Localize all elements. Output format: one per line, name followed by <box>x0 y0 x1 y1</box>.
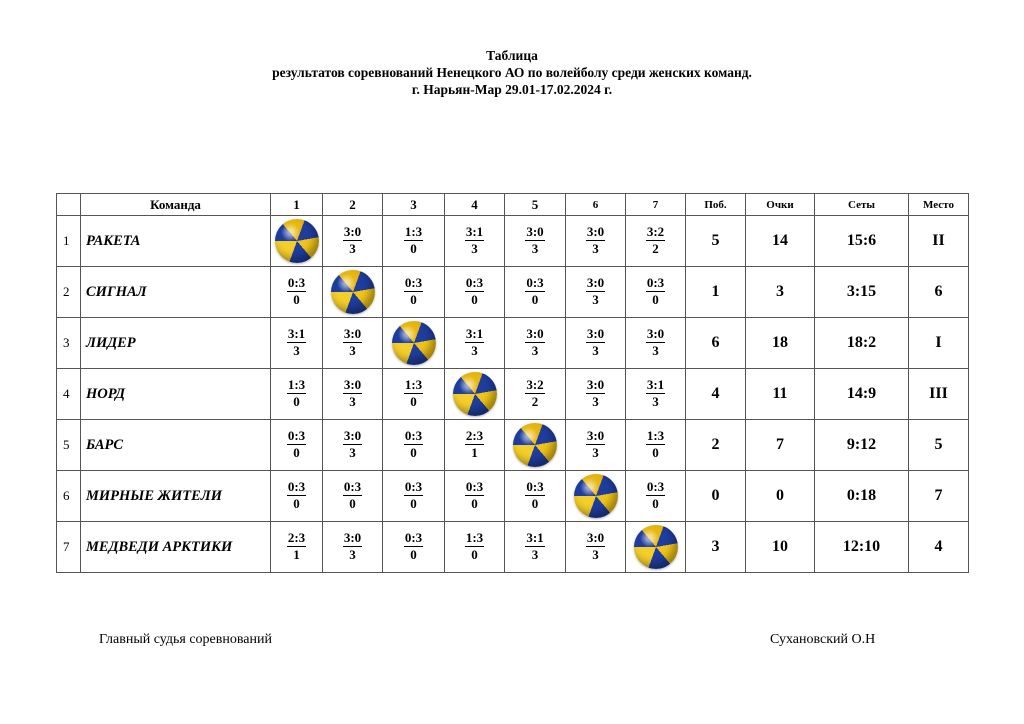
match-score <box>404 224 423 257</box>
match-points: 3 <box>349 394 356 409</box>
match-points: 0 <box>471 292 478 307</box>
match-score-cell <box>445 522 505 573</box>
header-num <box>57 194 81 216</box>
match-points: 1 <box>293 547 300 562</box>
sets-value: 3:15 <box>815 267 909 318</box>
header-col-4: 4 <box>445 194 505 216</box>
match-score <box>586 428 605 461</box>
match-points: 0 <box>410 394 417 409</box>
row-number: 5 <box>57 420 81 471</box>
match-points: 3 <box>349 343 356 358</box>
header-sets: Сеты <box>815 194 909 216</box>
match-score-cell <box>626 216 686 267</box>
match-points: 3 <box>531 547 539 562</box>
match-points: 0 <box>410 547 417 562</box>
set-score: 0:3 <box>287 479 306 494</box>
match-score <box>287 275 306 308</box>
set-score: 1:3 <box>646 428 665 443</box>
match-score-cell <box>383 216 445 267</box>
match-score <box>404 428 423 461</box>
match-score <box>586 326 605 359</box>
set-score: 1:3 <box>287 377 306 392</box>
match-points: 1 <box>471 445 478 460</box>
volleyball-icon <box>453 372 497 416</box>
self-match-cell <box>566 471 626 522</box>
match-score-cell <box>323 522 383 573</box>
match-score <box>465 479 484 512</box>
table-row <box>57 318 969 369</box>
set-score: 0:3 <box>287 428 306 443</box>
match-score-cell <box>383 522 445 573</box>
team-name: МЕДВЕДИ АРКТИКИ <box>81 522 271 573</box>
match-score <box>287 479 306 512</box>
match-score <box>404 479 423 512</box>
set-score: 3:0 <box>343 530 362 545</box>
match-score <box>343 377 362 410</box>
set-score: 0:3 <box>646 275 665 290</box>
set-score: 3:0 <box>343 377 362 392</box>
match-points: 0 <box>652 445 659 460</box>
row-number: 6 <box>57 471 81 522</box>
match-points: 3 <box>471 343 478 358</box>
team-name: РАКЕТА <box>81 216 271 267</box>
match-score <box>465 326 484 359</box>
match-score <box>586 224 605 257</box>
header-col-5: 5 <box>505 194 566 216</box>
match-score <box>287 428 306 461</box>
set-score: 1:3 <box>465 530 484 545</box>
wins-value: 2 <box>686 420 746 471</box>
match-points: 0 <box>410 292 417 307</box>
results-table <box>56 193 969 573</box>
set-score: 3:0 <box>526 224 544 239</box>
match-points: 3 <box>652 394 659 409</box>
match-points: 3 <box>349 547 356 562</box>
match-score-cell <box>271 318 323 369</box>
header-col-7: 7 <box>626 194 686 216</box>
match-points: 3 <box>293 343 300 358</box>
title-line-2: результатов соревнований Ненецкого АО по волейболу среди женских команд. <box>272 65 752 80</box>
set-score: 0:3 <box>465 275 484 290</box>
volleyball-icon <box>513 423 557 467</box>
match-score-cell <box>626 471 686 522</box>
match-score-cell <box>383 267 445 318</box>
place-value: I <box>909 318 969 369</box>
set-score: 3:0 <box>586 377 605 392</box>
match-score-cell <box>445 420 505 471</box>
set-score: 3:1 <box>465 224 484 239</box>
set-score: 0:3 <box>646 479 665 494</box>
sets-value: 14:9 <box>815 369 909 420</box>
match-score <box>343 530 362 563</box>
match-score <box>287 326 306 359</box>
match-points: 3 <box>531 343 539 358</box>
match-points: 0 <box>410 496 417 511</box>
match-score-cell <box>271 471 323 522</box>
points-value: 18 <box>746 318 815 369</box>
match-score <box>525 377 544 410</box>
sets-value: 9:12 <box>815 420 909 471</box>
wins-value: 3 <box>686 522 746 573</box>
match-score-cell <box>626 420 686 471</box>
match-score <box>465 428 484 461</box>
header-col-6: 6 <box>566 194 626 216</box>
self-match-cell <box>383 318 445 369</box>
match-score <box>525 275 544 308</box>
header-col-1: 1 <box>271 194 323 216</box>
match-score-cell <box>505 267 566 318</box>
match-score <box>586 530 605 563</box>
points-value: 0 <box>746 471 815 522</box>
match-score <box>287 530 306 563</box>
set-score: 3:1 <box>287 326 306 341</box>
match-score <box>525 530 544 563</box>
header-wins: Поб. <box>686 194 746 216</box>
table-row <box>57 369 969 420</box>
match-score-cell <box>566 216 626 267</box>
match-score <box>525 224 544 257</box>
match-score <box>465 224 484 257</box>
match-score-cell <box>445 471 505 522</box>
team-name: МИРНЫЕ ЖИТЕЛИ <box>81 471 271 522</box>
points-value: 11 <box>746 369 815 420</box>
points-value: 3 <box>746 267 815 318</box>
match-points: 0 <box>652 496 659 511</box>
match-score <box>646 224 665 257</box>
match-score <box>646 377 665 410</box>
match-score-cell <box>445 267 505 318</box>
set-score: 3:2 <box>646 224 665 239</box>
set-score: 3:0 <box>646 326 665 341</box>
match-score-cell <box>323 216 383 267</box>
header-row <box>57 194 969 216</box>
match-points: 3 <box>592 547 599 562</box>
set-score: 0:3 <box>404 479 423 494</box>
match-score-cell <box>445 216 505 267</box>
self-match-cell <box>271 216 323 267</box>
volleyball-icon <box>634 525 678 569</box>
place-value: 5 <box>909 420 969 471</box>
match-score <box>586 377 605 410</box>
set-score: 0:3 <box>465 479 484 494</box>
match-score-cell <box>566 318 626 369</box>
self-match-cell <box>323 267 383 318</box>
match-points: 2 <box>531 394 539 409</box>
document-title <box>0 47 1024 98</box>
header-place: Место <box>909 194 969 216</box>
match-points: 3 <box>592 343 599 358</box>
self-match-cell <box>505 420 566 471</box>
match-score-cell <box>566 267 626 318</box>
team-name: БАРС <box>81 420 271 471</box>
sets-value: 15:6 <box>815 216 909 267</box>
place-value: 7 <box>909 471 969 522</box>
header-col-3: 3 <box>383 194 445 216</box>
match-score-cell <box>505 522 566 573</box>
match-points: 3 <box>652 343 659 358</box>
points-value: 14 <box>746 216 815 267</box>
match-points: 0 <box>293 496 300 511</box>
place-value: III <box>909 369 969 420</box>
match-score-cell <box>323 369 383 420</box>
match-points: 3 <box>349 445 356 460</box>
wins-value: 6 <box>686 318 746 369</box>
row-number: 2 <box>57 267 81 318</box>
wins-value: 1 <box>686 267 746 318</box>
match-score-cell <box>626 267 686 318</box>
table-row <box>57 216 969 267</box>
set-score: 3:0 <box>586 224 605 239</box>
place-value: 6 <box>909 267 969 318</box>
match-score <box>404 275 423 308</box>
match-points: 0 <box>652 292 659 307</box>
place-value: II <box>909 216 969 267</box>
match-score-cell <box>566 522 626 573</box>
match-points: 0 <box>293 445 300 460</box>
set-score: 0:3 <box>526 275 544 290</box>
set-score: 1:3 <box>404 377 423 392</box>
table-row <box>57 420 969 471</box>
set-score: 2:3 <box>287 530 306 545</box>
match-score <box>465 275 484 308</box>
set-score: 0:3 <box>404 275 423 290</box>
match-score <box>343 428 362 461</box>
match-score-cell <box>271 522 323 573</box>
match-points: 3 <box>592 445 599 460</box>
match-score <box>287 377 306 410</box>
match-points: 3 <box>592 292 599 307</box>
match-points: 0 <box>471 496 478 511</box>
set-score: 3:0 <box>586 275 605 290</box>
volleyball-icon <box>331 270 375 314</box>
set-score: 3:0 <box>586 428 605 443</box>
row-number: 7 <box>57 522 81 573</box>
match-score-cell <box>383 420 445 471</box>
results-body <box>57 216 969 573</box>
match-points: 0 <box>471 547 478 562</box>
match-score-cell <box>626 369 686 420</box>
title-line-1: Таблица <box>486 48 538 63</box>
set-score: 0:3 <box>404 428 423 443</box>
match-score <box>404 377 423 410</box>
match-points: 3 <box>592 394 599 409</box>
match-score-cell <box>323 471 383 522</box>
match-points: 3 <box>349 241 356 256</box>
match-score-cell <box>445 318 505 369</box>
set-score: 3:0 <box>586 530 605 545</box>
set-score: 3:1 <box>646 377 665 392</box>
points-value: 10 <box>746 522 815 573</box>
match-score <box>646 326 665 359</box>
set-score: 3:0 <box>343 428 362 443</box>
match-score-cell <box>271 420 323 471</box>
table-row <box>57 522 969 573</box>
row-number: 4 <box>57 369 81 420</box>
row-number: 3 <box>57 318 81 369</box>
match-score <box>343 326 362 359</box>
place-value: 4 <box>909 522 969 573</box>
sets-value: 18:2 <box>815 318 909 369</box>
team-name: СИГНАЛ <box>81 267 271 318</box>
points-value: 7 <box>746 420 815 471</box>
set-score: 3:0 <box>343 326 362 341</box>
set-score: 3:1 <box>465 326 484 341</box>
match-score-cell <box>566 420 626 471</box>
set-score: 3:1 <box>526 530 544 545</box>
match-score-cell <box>383 471 445 522</box>
set-score: 0:3 <box>404 530 423 545</box>
self-match-cell <box>445 369 505 420</box>
table-row <box>57 471 969 522</box>
row-number: 1 <box>57 216 81 267</box>
sets-value: 12:10 <box>815 522 909 573</box>
set-score: 0:3 <box>526 479 544 494</box>
header-col-2: 2 <box>323 194 383 216</box>
set-score: 3:2 <box>526 377 544 392</box>
match-score <box>646 275 665 308</box>
match-points: 0 <box>293 394 300 409</box>
match-points: 0 <box>293 292 300 307</box>
match-score <box>404 530 423 563</box>
match-points: 0 <box>349 496 356 511</box>
match-score-cell <box>505 471 566 522</box>
volleyball-icon <box>392 321 436 365</box>
match-score <box>343 479 362 512</box>
set-score: 3:0 <box>526 326 544 341</box>
match-score <box>525 326 544 359</box>
match-points: 3 <box>531 241 539 256</box>
header-points: Очки <box>746 194 815 216</box>
team-name: ЛИДЕР <box>81 318 271 369</box>
match-score-cell <box>271 369 323 420</box>
team-name: НОРД <box>81 369 271 420</box>
match-score-cell <box>505 318 566 369</box>
sets-value: 0:18 <box>815 471 909 522</box>
match-score-cell <box>323 318 383 369</box>
match-score <box>343 224 362 257</box>
match-points: 2 <box>652 241 659 256</box>
match-score <box>465 530 484 563</box>
judge-name: Сухановский О.Н <box>770 632 876 647</box>
match-score <box>586 275 605 308</box>
table-row <box>57 267 969 318</box>
match-points: 0 <box>410 445 417 460</box>
match-score <box>646 479 665 512</box>
match-score-cell <box>383 369 445 420</box>
match-score-cell <box>566 369 626 420</box>
match-score-cell <box>323 420 383 471</box>
self-match-cell <box>626 522 686 573</box>
header-team: Команда <box>81 194 271 216</box>
match-score <box>525 479 544 512</box>
wins-value: 5 <box>686 216 746 267</box>
wins-value: 0 <box>686 471 746 522</box>
set-score: 3:0 <box>343 224 362 239</box>
volleyball-icon <box>574 474 618 518</box>
title-line-3: г. Нарьян-Мар 29.01-17.02.2024 г. <box>411 82 613 97</box>
match-points: 0 <box>531 496 539 511</box>
set-score: 2:3 <box>465 428 484 443</box>
match-points: 3 <box>592 241 599 256</box>
set-score: 0:3 <box>287 275 306 290</box>
set-score: 0:3 <box>343 479 362 494</box>
match-score-cell <box>626 318 686 369</box>
match-points: 3 <box>471 241 478 256</box>
match-score <box>646 428 665 461</box>
set-score: 3:0 <box>586 326 605 341</box>
match-score-cell <box>505 216 566 267</box>
match-points: 0 <box>531 292 539 307</box>
volleyball-icon <box>275 219 319 263</box>
wins-value: 4 <box>686 369 746 420</box>
match-points: 0 <box>410 241 417 256</box>
judge-label: Главный судья соревнований <box>99 632 272 647</box>
match-score-cell <box>505 369 566 420</box>
match-score-cell <box>271 267 323 318</box>
set-score: 1:3 <box>404 224 423 239</box>
